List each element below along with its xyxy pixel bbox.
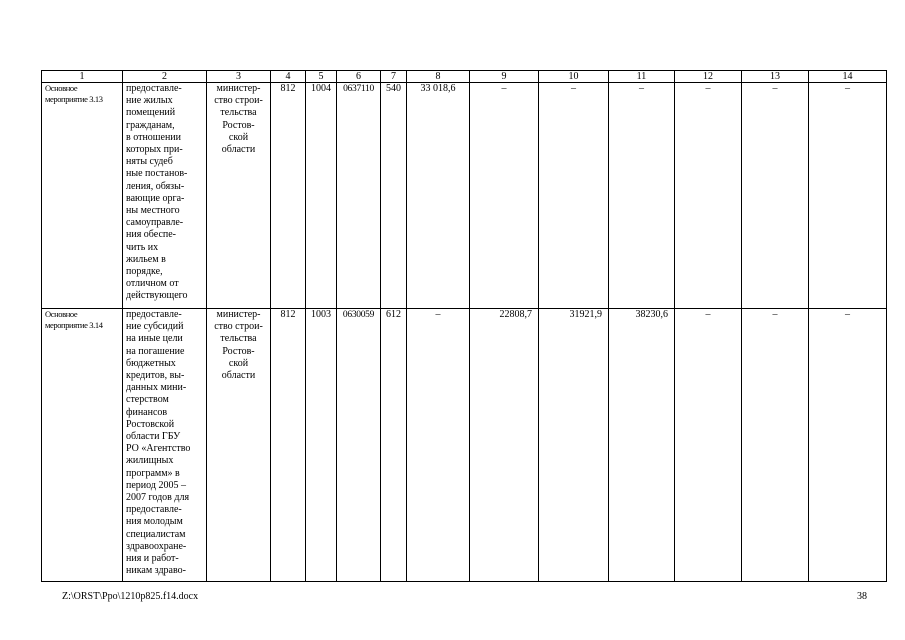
header-cell: 7 <box>381 71 407 83</box>
amount-col11: – <box>609 83 675 309</box>
page-number: 38 <box>857 591 867 602</box>
code-vr: 612 <box>381 309 407 582</box>
file-path: Z:\ORST\Ppo\1210p825.f14.docx <box>62 591 199 602</box>
header-cell: 11 <box>609 71 675 83</box>
amount-col8: 33 018,6 <box>407 83 470 309</box>
activity-name: Основное мероприятие 3.13 <box>42 83 123 309</box>
activity-description: предоставле- ние жилых помещений гражданам, в отношении которых при- няты судеб ные постанов- ления, обязы- вающие орга- ны местного самоуправле- ния обеспе- чить их жильем в порядке, отличном от действующего <box>123 83 207 309</box>
header-cell: 14 <box>809 71 887 83</box>
code-rzpr: 1003 <box>306 309 337 582</box>
amount-col10: – <box>539 83 609 309</box>
header-cell: 4 <box>271 71 306 83</box>
table-row <box>42 83 887 309</box>
header-cell: 6 <box>337 71 381 83</box>
amount-col10: 31921,9 <box>539 309 609 582</box>
code-vr: 540 <box>381 83 407 309</box>
header-row <box>42 71 887 83</box>
amount-col9: 22808,7 <box>470 309 539 582</box>
amount-col11: 38230,6 <box>609 309 675 582</box>
executor: министер- ство строи- тельства Ростов- ской области <box>207 309 271 582</box>
header-cell: 3 <box>207 71 271 83</box>
header-cell: 13 <box>742 71 809 83</box>
amount-col12: – <box>675 83 742 309</box>
budget-table <box>41 70 887 582</box>
table-row <box>42 309 887 582</box>
amount-col14: – <box>809 309 887 582</box>
code-rzpr: 1004 <box>306 83 337 309</box>
header-cell: 9 <box>470 71 539 83</box>
header-cell: 2 <box>123 71 207 83</box>
header-cell: 5 <box>306 71 337 83</box>
code-csr: 0637110 <box>337 83 381 309</box>
header-cell: 12 <box>675 71 742 83</box>
code-grbs: 812 <box>271 83 306 309</box>
code-csr: 0630059 <box>337 309 381 582</box>
header-cell: 1 <box>42 71 123 83</box>
code-grbs: 812 <box>271 309 306 582</box>
executor: министер- ство строи- тельства Ростов- ской области <box>207 83 271 309</box>
activity-name: Основное мероприятие 3.14 <box>42 309 123 582</box>
header-cell: 10 <box>539 71 609 83</box>
amount-col13: – <box>742 83 809 309</box>
activity-description: предоставле- ние субсидий на иные цели на погашение бюджетных кредитов, вы- данных мини- стерством финансов Ростовской области ГБУ РО «Агентство жилищных программ» в период 2005 – 2007 годов для предоставле- ния молодым специалистам здравоохране- ния и работ- никам здраво- <box>123 309 207 582</box>
header-cell: 8 <box>407 71 470 83</box>
amount-col14: – <box>809 83 887 309</box>
amount-col13: – <box>742 309 809 582</box>
amount-col12: – <box>675 309 742 582</box>
amount-col8: – <box>407 309 470 582</box>
amount-col9: – <box>470 83 539 309</box>
